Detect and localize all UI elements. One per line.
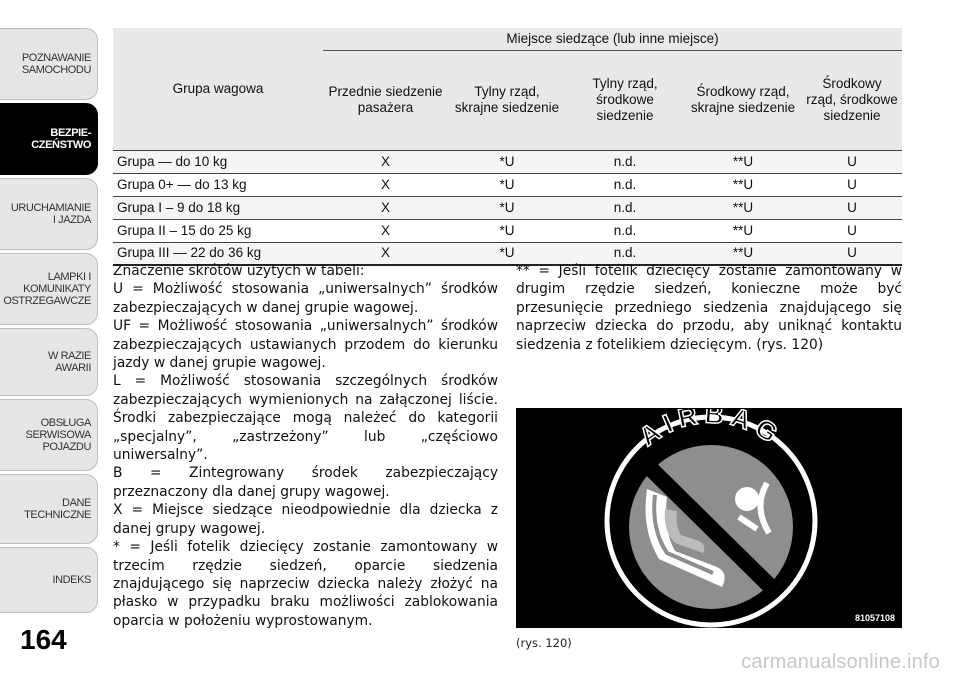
table-row <box>113 150 902 173</box>
table-cell: n.d. <box>566 150 684 173</box>
note-column <box>516 262 902 354</box>
table-cell: n.d. <box>566 173 684 196</box>
table-cell: X <box>323 242 448 265</box>
legend-item-uf: UF = Możliwość stosowania „uniwersalnych” środków zabezpieczających ustawianych przodem do kierunku jazdy w danej grupie wagowej. <box>113 318 498 372</box>
sidebar-tab-bezpieczenstwo[interactable]: BEZPIE- CZEŃSTWO <box>0 103 98 175</box>
legend-intro: Znaczenie skrótów użytych w tabeli: <box>113 263 365 279</box>
table-cell: *U <box>448 219 566 242</box>
table-row <box>113 219 902 242</box>
figure-code: 81057108 <box>854 613 895 623</box>
table-cell: *U <box>448 173 566 196</box>
table-cell: *U <box>448 196 566 219</box>
table-cell: X <box>323 173 448 196</box>
table-header-col-2: Tylny rząd, skrajne siedzenie <box>448 50 566 150</box>
sidebar-tab-dane-techniczne[interactable]: DANE TECHNICZNE <box>0 474 98 544</box>
table-cell: n.d. <box>566 242 684 265</box>
table-cell: **U <box>684 150 802 173</box>
table-row <box>113 173 902 196</box>
legend-item-star: * = Jeśli fotelik dziecięcy zostanie zamontowany w trzecim rzędzie siedzeń, oparcie siedzenia znajdującego się naprzeciw dziecka należy złożyć na płasko w przypadku braku możliwości zablokowania oparcia w położeniu wyprostowanym. <box>113 539 498 629</box>
watermark: carmanualsonline.info <box>741 651 940 673</box>
table-cell: X <box>323 150 448 173</box>
legend-item-b: B = Zintegrowany środek zabezpieczający przeznaczony dla danej grupy wagowej. <box>113 465 498 500</box>
table-cell-group: Grupa — do 10 kg <box>113 150 323 173</box>
seat-compatibility-table <box>113 28 902 266</box>
sidebar-tab-poznawanie[interactable]: POZNAWANIE SAMOCHODU <box>0 28 98 100</box>
table-cell-group: Grupa 0+ — do 13 kg <box>113 173 323 196</box>
legend-item-x: X = Miejsce siedzące nieodpowiednie dla dziecka z danej grupy wagowej. <box>113 502 498 537</box>
table-header-col-3: Tylny rząd, środkowe siedzenie <box>566 50 684 150</box>
table-cell: U <box>802 242 902 265</box>
sidebar-tab-indeks[interactable]: INDEKS <box>0 547 98 613</box>
table-header-col-4: Środkowy rząd, skrajne siedzenie <box>684 50 802 150</box>
table-cell: *U <box>448 242 566 265</box>
table-cell: n.d. <box>566 196 684 219</box>
airbag-warning-icon <box>517 409 903 629</box>
table-row <box>113 196 902 219</box>
sidebar-tab-uruchamianie[interactable]: URUCHAMIANIE I JAZDA <box>0 178 98 250</box>
sidebar-tab-obsluga[interactable]: OBSŁUGA SERWISOWA POJAZDU <box>0 399 98 471</box>
airbag-figure <box>516 408 902 628</box>
table-cell: U <box>802 219 902 242</box>
table-cell: *U <box>448 150 566 173</box>
page-number: 164 <box>20 624 67 655</box>
table-cell: n.d. <box>566 219 684 242</box>
table-cell-group: Grupa II – 15 do 25 kg <box>113 219 323 242</box>
table-cell: U <box>802 173 902 196</box>
sidebar-tab-lampki[interactable]: LAMPKI I KOMUNIKATY OSTRZEGAWCZE <box>0 253 98 325</box>
table-cell: **U <box>684 242 802 265</box>
table-cell: **U <box>684 173 802 196</box>
table-cell: X <box>323 196 448 219</box>
legend-item-l: L = Możliwość stosowania szczególnych środków zabezpieczających wymienionych na załączonej liście. Środki zabezpieczające mogą należeć do kategorii „specjalny”, „zastrzeżony” lub „częściowo uniwersalny”. <box>113 373 498 464</box>
table-cell-group: Grupa III — 22 do 36 kg <box>113 242 323 265</box>
table-cell: U <box>802 196 902 219</box>
table-cell: U <box>802 150 902 173</box>
table-header-seat-position: Miejsce siedzące (lub inne miejsce) <box>323 28 902 50</box>
table-cell: **U <box>684 219 802 242</box>
figure-caption: (rys. 120) <box>516 636 572 650</box>
table-cell: X <box>323 219 448 242</box>
table-header-group: Grupa wagowa <box>113 28 323 150</box>
table-cell: **U <box>684 196 802 219</box>
airbag-label: AIRBAG <box>633 409 789 452</box>
sidebar-tab-w-razie-awarii[interactable]: W RAZIE AWARII <box>0 328 98 396</box>
table-header-col-1: Przednie siedzenie pasażera <box>323 50 448 150</box>
table-cell-group: Grupa I – 9 do 18 kg <box>113 196 323 219</box>
legend-column <box>113 262 498 630</box>
legend-item-double-star: ** = Jeśli fotelik dziecięcy zostanie zamontowany w drugim rzędzie siedzeń, konieczne może być przesunięcie przedniego siedzenia znajdującego się naprzeciw dziecka do przodu, aby uniknąć kontaktu siedzenia z fotelikiem dziecięcym. (rys. 120) <box>516 263 902 353</box>
legend-item-u: U = Możliwość stosowania „uniwersalnych” środków zabezpieczających w danej grupie wagowej. <box>113 281 498 316</box>
table-header-col-5: Środkowy rząd, środkowe siedzenie <box>802 50 902 150</box>
